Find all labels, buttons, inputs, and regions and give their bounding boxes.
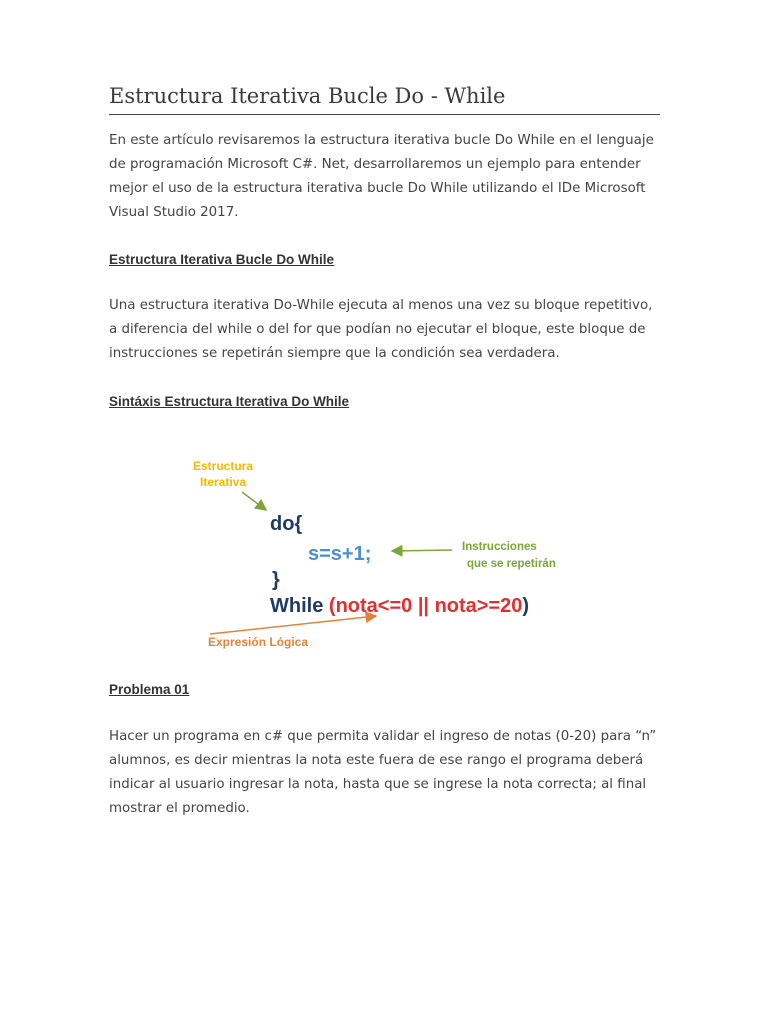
label-structure-line1: Estructura [192, 459, 254, 473]
problem-line: indicar al usuario ingresar la nota, hasta que se ingrese la nota correcta; al final [109, 777, 647, 792]
arrow-structure [242, 492, 266, 510]
code-body: s=s+1; [308, 543, 372, 565]
description-line: Una estructura iterativa Do-While ejecuta al menos una vez su bloque repetitivo, [109, 298, 653, 313]
syntax-diagram [180, 448, 600, 658]
section-heading-problem: Problema 01 [109, 682, 190, 697]
label-expression: Expresión Lógica [208, 635, 309, 649]
description-line: a diferencia del while o del for que podían no ejecutar el bloque, este bloque de [109, 322, 646, 337]
arrow-instructions [392, 550, 452, 551]
code-condition: nota<=0 || nota>=20 [335, 595, 523, 617]
label-instructions-line2: que se repetirán [467, 558, 556, 570]
label-structure-line2: Iterativa [199, 475, 247, 489]
intro-line: Visual Studio 2017. [109, 205, 239, 220]
label-instructions-line1: Instrucciones [462, 541, 537, 553]
problem-paragraph [109, 725, 669, 821]
code-do: do{ [270, 513, 303, 535]
arrow-expression [210, 616, 376, 634]
code-paren-open: ( [328, 595, 336, 617]
description-line: instrucciones se repetirán siempre que la condición sea verdadera. [109, 346, 560, 361]
article-title: Estructura Iterativa Bucle Do - While [109, 84, 660, 115]
code-close-brace: } [272, 569, 280, 591]
problem-line: Hacer un programa en c# que permita validar el ingreso de notas (0-20) para “n” [109, 729, 657, 744]
section-heading-do-while: Estructura Iterativa Bucle Do While [109, 252, 335, 267]
code-while-keyword: While [270, 595, 324, 617]
description-paragraph [109, 294, 669, 366]
intro-paragraph [109, 129, 669, 225]
section-heading-syntax: Sintáxis Estructura Iterativa Do While [109, 394, 350, 409]
code-paren-close: ) [522, 595, 530, 617]
code-while-line [270, 595, 529, 617]
problem-line: mostrar el promedio. [109, 801, 250, 816]
intro-line: mejor el uso de la estructura iterativa bucle Do While utilizando el IDe Microsoft [109, 181, 646, 196]
problem-line: alumnos, es decir mientras la nota este fuera de ese rango el programa deberá [109, 753, 644, 768]
intro-line: En este artículo revisaremos la estructura iterativa bucle Do While en el lenguaje [109, 133, 654, 148]
intro-line: de programación Microsoft C#. Net, desarrollaremos un ejemplo para entender [109, 157, 641, 172]
